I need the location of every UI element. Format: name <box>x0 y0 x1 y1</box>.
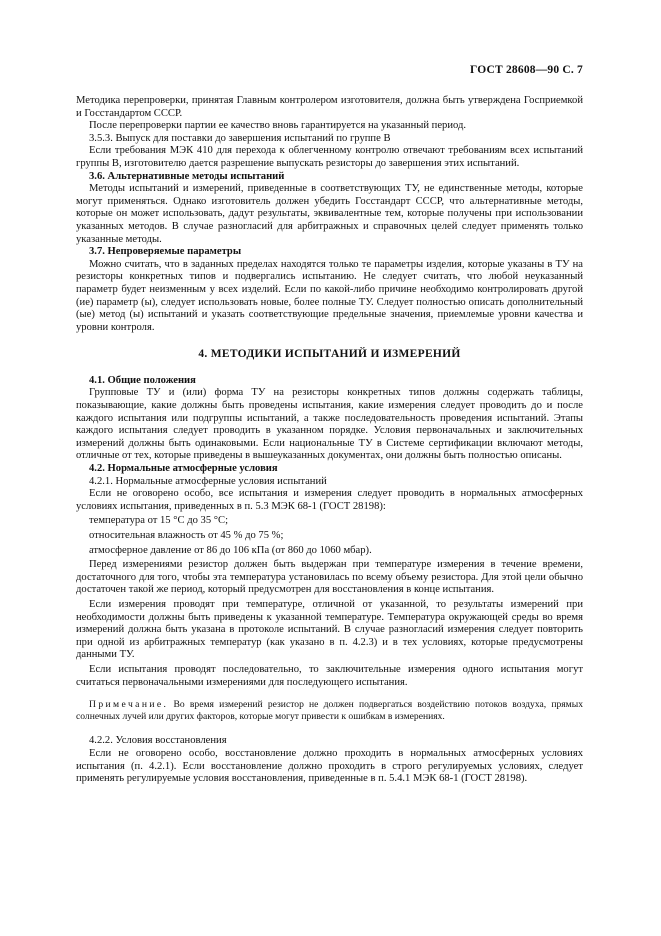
heading-3-7: 3.7. Непроверяемые параметры <box>89 246 242 258</box>
clause-4-2-2: 4.2.2. Условия восстановления <box>89 735 227 747</box>
paragraph-methodology: Методика перепроверки, принятая Главным контролером изготовителя, должна быть утверждена Госприемкой и Госстандартом СССР. <box>76 95 583 119</box>
running-head: ГОСТ 28608—90 С. 7 <box>470 64 583 76</box>
heading-3-6: 3.6. Альтернативные методы испытаний <box>89 170 285 182</box>
section-4-title: 4. МЕТОДИКИ ИСПЫТАНИЙ И ИЗМЕРЕНИЙ <box>198 348 461 361</box>
note-text: Во время измерений резистор не должен подвергаться воздействию потоков воздуха, прямых солнечных лучей или других факторов, которые могут привести к ошибкам в измерениях. <box>76 699 583 722</box>
paragraph-4-2-1-intro: Если не оговорено особо, все испытания и измерения следует проводить в нормальных атмосферных условиях испытания, приведенных в п. 5.3 МЭК 68-1 (ГОСТ 28198): <box>76 488 583 512</box>
condition-pressure: атмосферное давление от 86 до 106 кПа (от 860 до 1060 мбар). <box>89 544 372 556</box>
paragraph-guarantee: После перепроверки партии ее качество вновь гарантируется на указанный период. <box>89 120 467 132</box>
clause-3-5-3: 3.5.3. Выпуск для поставки до завершения испытаний по группе B <box>89 132 391 144</box>
condition-humidity: относительная влажность от 45 % до 75 %; <box>89 530 284 541</box>
clause-4-2-1: 4.2.1. Нормальные атмосферные условия испытаний <box>89 475 327 487</box>
paragraph-3-7: Можно считать, что в заданных пределах находятся только те параметры изделия, которые указаны в ТУ на резисторы конкретных типов и подвергались испытанию. Не следует считать, что любой неуказанный параметр будет неизменным у всех изделий. Если по какой-либо причине необходимо контролировать другой (ие) параметр (ы), следует использовать новые, более полные ТУ. Следует полностью описать дополнительный (ые) метод (ы) испытаний и указать соответствующие предельные значения, приемлемые уровни качества и уровни контроля. <box>76 258 583 333</box>
note-label: Примечание. <box>89 699 169 711</box>
paragraph-4-1: Групповые ТУ и (или) форма ТУ на резисторы конкретных типов должны содержать таблицы, показывающие, какие должны быть проведены испытания, какие измерения следует проводить до и после каждого испытания или подгруппы испытаний, а также последовательность проведения испытаний. Этапы каждого испытания следует проводить в указанном порядке. Условия первоначальных и заключительных измерений должны быть одинаковыми. Если национальные ТУ в Системе сертификации включают методы, отличные от тех, которые приведены в вышеуказанных документах, они должны быть полностью описаны. <box>76 387 583 462</box>
paragraph-stabilization: Перед измерениями резистор должен быть выдержан при температуре измерения в течение времени, достаточного для того, чтобы эта температура установилась по всему объему резистора. Для этой цели обычно достаточен такой же период, который предусмотрен для восстановления в конце испытания. <box>76 559 583 596</box>
paragraph-temperature-correction: Если измерения проводят при температуре, отличной от указанной, то результаты измерений при необходимости должны быть приведены к указанной температуре. Температура окружающей среды во время измерений должна быть указана в протоколе испытаний. В случае разногласий измерения следует повторить при одной из арбитражных температур (как указано в п. 4.2.3) и в тех условиях, которые предусмотрены данными ТУ. <box>76 598 583 661</box>
heading-4-1: 4.1. Общие положения <box>89 374 196 386</box>
paragraph-iec410: Если требования МЭК 410 для перехода к облегченному контролю отвечают требованиям всех испытаний группы B, изготовителю дается разрешение выпускать резисторы до завершения этих испытаний. <box>76 145 583 169</box>
paragraph-sequential-tests: Если испытания проводят последовательно, то заключительные измерения одного испытания могут считаться первоначальными измерениями для последующего испытания. <box>76 663 583 688</box>
paragraph-4-2-2: Если не оговорено особо, восстановление должно проходить в нормальных атмосферных условиях испытания (п. 4.2.1). Если восстановление должно проходить в строго регулируемых условиях, следует применять регулируемые условия восстановления, приведенные в п. 5.4.1 МЭК 68-1 (ГОСТ 28198). <box>76 747 583 785</box>
paragraph-3-6: Методы испытаний и измерений, приведенные в соответствующих ТУ, не единственные методы, которые могут применяться. Однако изготовитель должен убедить Госстандарт СССР, что альтернативные методы, которые он может использовать, дадут результаты, эквивалентные тем, которые получены при использовании указанных методов. В случае разногласий для арбитражных и справочных целей следует применять только указанные методы. <box>76 183 583 245</box>
page-body <box>76 95 583 786</box>
condition-temperature: температура от 15 °С до 35 °С; <box>89 515 229 527</box>
heading-4-2: 4.2. Нормальные атмосферные условия <box>89 463 278 475</box>
note <box>76 699 583 722</box>
